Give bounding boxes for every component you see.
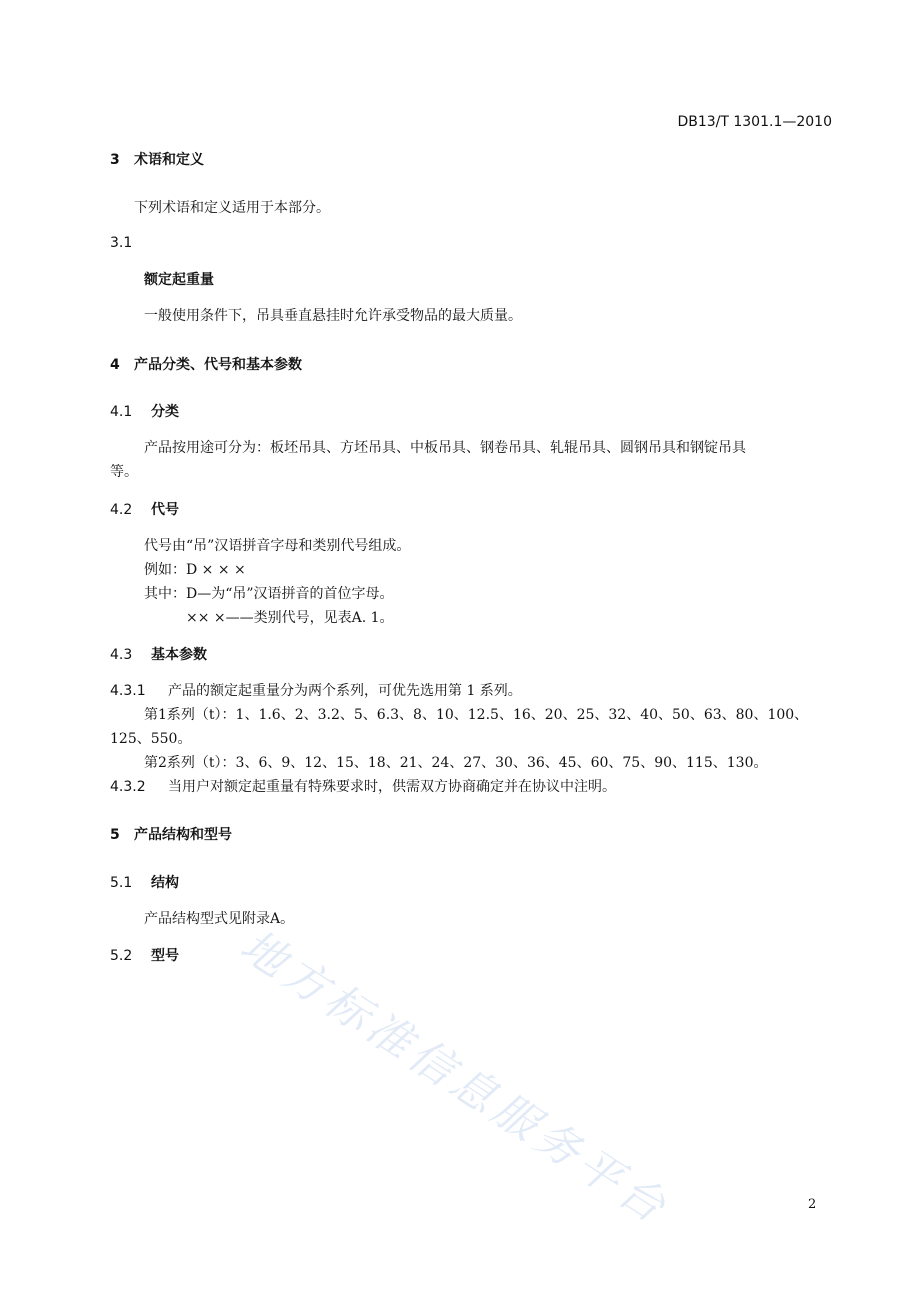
section-4-1-title: 分类 [151, 404, 179, 420]
classification-text-line2: 等。 [110, 464, 138, 480]
standard-code-header: DB13/T 1301.1—2010 [677, 114, 832, 130]
page-number: 2 [808, 1197, 817, 1212]
section-3-1-number: 3.1 [110, 235, 133, 251]
clause-4-3-1-text: 产品的额定起重量分为两个系列，可优先选用第 1 系列。 [168, 683, 522, 699]
series-1-line2: 125、550。 [110, 731, 192, 747]
series-2-line: 第2系列（t）：3、6、9、12、15、18、21、24、27、30、36、45、60、75、90、115、130。 [144, 755, 768, 771]
section-5-2-number: 5.2 [110, 948, 133, 964]
watermark: 地方标准信息服务平台 [231, 920, 679, 1236]
code-text-line3: 其中：D—为“吊”汉语拼音的首位字母。 [144, 586, 394, 602]
code-text-line1: 代号由“吊”汉语拼音字母和类别代号组成。 [144, 538, 411, 554]
structure-text: 产品结构型式见附录A。 [144, 911, 295, 927]
section-5-title: 产品结构和型号 [134, 827, 232, 843]
code-text-line4: ×× ×——类别代号，见表A. 1。 [186, 610, 394, 626]
term-rated-load: 额定起重量 [144, 272, 214, 288]
section-4-title: 产品分类、代号和基本参数 [134, 357, 302, 373]
section-5-1-number: 5.1 [110, 875, 133, 891]
section-5-2-title: 型号 [151, 948, 179, 964]
section-3-number: 3 [110, 152, 120, 168]
clause-4-3-1-number: 4.3.1 [110, 683, 146, 699]
classification-text-line1: 产品按用途可分为：板坯吊具、方坯吊具、中板吊具、钢卷吊具、轧辊吊具、圆钢吊具和钢锭吊具 [144, 440, 746, 456]
section-5-number: 5 [110, 827, 120, 843]
section-4-number: 4 [110, 357, 120, 373]
clause-4-3-2-text: 当用户对额定起重量有特殊要求时，供需双方协商确定并在协议中注明。 [168, 779, 616, 795]
term-definition: 一般使用条件下，吊具垂直悬挂时允许承受物品的最大质量。 [144, 308, 522, 324]
section-4-3-title: 基本参数 [151, 647, 207, 663]
section-4-2-title: 代号 [151, 502, 179, 518]
series-1-line1: 第1系列（t）：1、1.6、2、3.2、5、6.3、8、10、12.5、16、20、25、32、40、50、63、80、100、 [144, 707, 809, 723]
section-4-3-number: 4.3 [110, 647, 133, 663]
code-text-line2: 例如：D × × × [144, 562, 246, 578]
section-5-1-title: 结构 [151, 875, 179, 891]
section-3-intro: 下列术语和定义适用于本部分。 [134, 200, 330, 216]
section-3-title: 术语和定义 [134, 152, 204, 168]
clause-4-3-2-number: 4.3.2 [110, 779, 146, 795]
section-4-2-number: 4.2 [110, 502, 133, 518]
section-4-1-number: 4.1 [110, 404, 133, 420]
